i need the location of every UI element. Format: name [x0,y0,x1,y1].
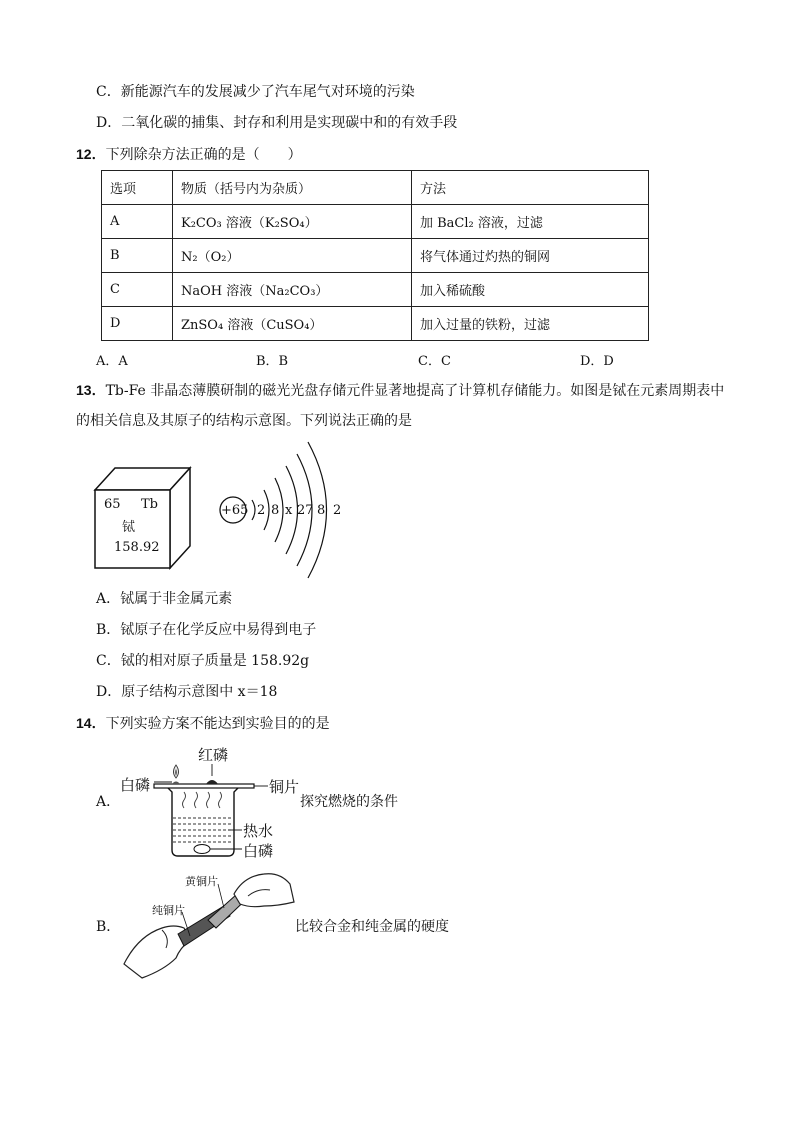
cell-option: B [102,239,173,273]
table-row [102,239,649,273]
label-copper-plate: 铜片 [269,778,300,796]
copper-plate [154,784,254,788]
label-hot-water: 热水 [243,822,274,840]
cell-method: 将气体通过灼热的铜网 [412,239,649,273]
right-hand [234,874,294,907]
white-phosphorus-underwater [194,845,210,854]
q13-stem-line2: 的相关信息及其原子的结构示意图。下列说法正确的是 [76,413,412,429]
label-brass-plate: 黄铜片 [185,875,218,888]
cell-option: C [102,273,173,307]
q14-option-a-letter[interactable]: A． [96,794,121,810]
question-number: 13． [76,382,106,398]
header-method: 方法 [412,171,649,205]
q13-option-a[interactable]: A．铽属于非金属元素 [96,591,233,607]
header-substance: 物质（括号内为杂质） [173,171,412,205]
label-red-phosphorus: 红磷 [198,746,229,764]
cell-option: D [102,307,173,341]
q12-choices [96,350,656,370]
q11-option-d: D．二氧化碳的捕集、封存和利用是实现碳中和的有效手段 [96,115,458,131]
shell-4-count: 27 [297,503,314,518]
shell-2-count: 8 [271,503,280,518]
label-white-phosphorus-bottom: 白磷 [243,842,274,860]
atomic-mass: 158.92 [114,540,160,555]
cell-substance: ZnSO₄ 溶液（CuSO₄） [173,307,412,341]
table-row [102,205,649,239]
shell-1-count: 2 [257,503,266,518]
q13-option-c[interactable]: C．铽的相对原子质量是 158.92g [96,653,310,669]
atomic-number: 65 [104,497,121,512]
table-row [102,273,649,307]
question-number: 14． [76,715,106,731]
q12-question [76,144,302,165]
question-number: 12． [76,146,106,162]
q11-option-c: C．新能源汽车的发展减少了汽车尾气对环境的污染 [96,84,415,100]
cell-substance: N₂（O₂） [173,239,412,273]
table-header-row [102,171,649,205]
red-phosphorus [206,780,218,784]
cell-substance: K₂CO₃ 溶液（K₂SO₄） [173,205,412,239]
q13-option-d[interactable]: D．原子结构示意图中 x＝18 [96,684,278,700]
cell-method: 加入过量的铁粉，过滤 [412,307,649,341]
choice-d[interactable]: D．D [580,354,614,369]
cell-option: A [102,205,173,239]
q13-stem-line1 [76,380,724,401]
question-stem: 下列实验方案不能达到实验目的的是 [105,716,330,732]
label-white-phosphorus-top: 白磷 [120,776,151,794]
question-stem: 下列除杂方法正确的是（ ） [105,147,302,163]
shell-6-count: 2 [333,503,342,518]
choice-c[interactable]: C．C [418,354,451,369]
q14-option-a-caption: 探究燃烧的条件 [300,794,398,810]
table-row [102,307,649,341]
choice-a[interactable]: A．A [96,354,128,369]
cell-substance: NaOH 溶液（Na₂CO₃） [173,273,412,307]
shell-5-count: 8 [317,503,326,518]
header-option: 选项 [102,171,173,205]
cell-method: 加入稀硫酸 [412,273,649,307]
nucleus-charge: +65 [221,503,249,518]
cell-method: 加 BaCl₂ 溶液，过滤 [412,205,649,239]
element-symbol: Tb [141,497,158,512]
question-stem: Tb-Fe 非晶态薄膜研制的磁光光盘存储元件显著地提高了计算机存储能力。如图是铽在元素周期表中 [105,383,725,399]
q13-option-b[interactable]: B．铽原子在化学反应中易得到电子 [96,622,317,638]
choice-b[interactable]: B．B [256,354,289,369]
label-pure-copper-plate: 纯铜片 [152,904,185,917]
shell-3-count: x [285,503,293,518]
element-name: 铽 [122,520,136,535]
q14-question [76,713,330,734]
q14-option-b-caption: 比较合金和纯金属的硬度 [295,919,449,935]
q14-option-b-letter[interactable]: B． [96,919,121,935]
q12-table [101,170,649,341]
